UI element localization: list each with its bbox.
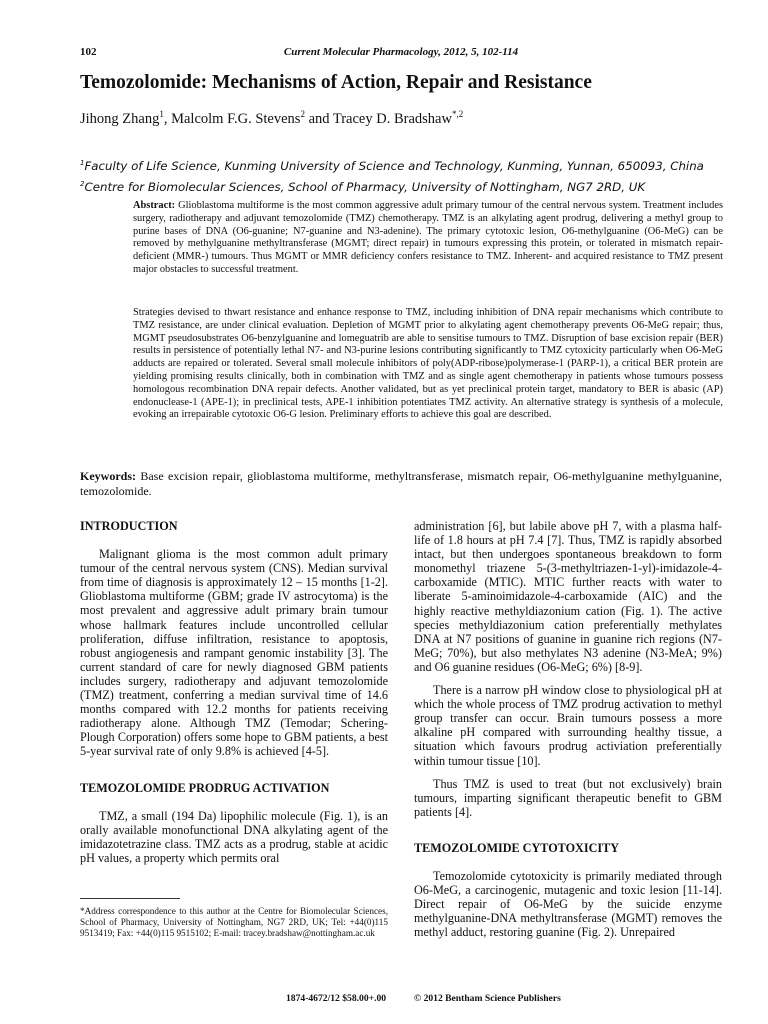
author-affiliation-mark: 2	[300, 109, 305, 119]
introduction-paragraph: Malignant glioma is the most common adult primary tumour of the central nervous system (CNS). Median survival from time of diagnosis is approximately 12 – 15 months [1-2]. Glioblastoma multiforme (GBM; grade IV astrocytoma) is the most prevalent and aggressive adult primary brain tumour whose hallmark features include uncontrolled cellular proliferation, diffuse infiltration, resistance to apoptosis, robust angiogenesis and rampant genomic instability [3]. The current standard of care for newly diagnosed GBM patients includes surgery, radiotherapy and adjuvant temozolomide (TMZ) treatment, conferring a median survival time of 14.6 months compared with 12.2 months for patients receiving radiotherapy alone. Although TMZ (Temodar; Schering-Plough Corporation) offers some hope to GBM patients, a best 5-year survival rate of only 9.8% is achieved [4-5].	[80, 547, 388, 759]
keywords-text: Base excision repair, glioblastoma multiforme, methyltransferase, mismatch repair, O6-methylguanine methylguanine, temozolomide.	[80, 469, 722, 498]
author-name: Jihong Zhang	[80, 110, 160, 127]
issn-price: 1874-4672/12 $58.00+.00	[286, 993, 387, 1004]
author-affiliation-mark: *,2	[451, 109, 464, 119]
affiliation-mark: 2	[80, 180, 85, 189]
copyright-notice: © 2012 Bentham Science Publishers	[414, 993, 561, 1004]
body-paragraph: Thus TMZ is used to treat (but not exclusively) brain tumours, imparting significant therapeutic benefit to GBM patients [4].	[414, 776, 722, 819]
footnote-divider	[80, 898, 180, 899]
section-heading-cytotoxicity: TEMOZOLOMIDE CYTOTOXICITY	[414, 840, 620, 855]
prodrug-paragraph: TMZ, a small (194 Da) lipophilic molecule (Fig. 1), is an orally available monofunctional DNA alkylating agent of the imidazotetrazine class. TMZ acts as a prodrug, stable at acidic pH values, a property which permits oral	[80, 808, 388, 865]
author-name: , Malcolm F.G. Stevens	[163, 110, 301, 127]
article-title: Temozolomide: Mechanisms of Action, Repair and Resistance	[80, 72, 592, 93]
left-column	[80, 519, 388, 865]
keywords	[80, 469, 722, 499]
abstract-text: Glioblastoma multiforme is the most common aggressive adult primary tumour of the central nervous system. Treatment includes surgery, radiotherapy and adjuvant temozolomide (TMZ) chemotherapy. TMZ is an alkylating agent prodrug, delivering a methyl group to purine bases of DNA (O6-guanine; N7-guanine and N3-adenine). The primary cytotoxic lesion, O6-methylguanine (O6-MeG) can be removed by methylguanine methyltransferase (MGMT; direct repair) in tumours expressing this protein, or tolerated in mismatch repair-deficient (MMR-) tumours. Thus MGMT or MMR deficiency confers resistance to TMZ. Inherent- and acquired resistance to TMZ present major obstacles to successful treatment.	[133, 200, 723, 275]
journal-citation: Current Molecular Pharmacology, 2012, 5, 102-114	[283, 46, 519, 58]
affiliation-1	[80, 159, 704, 173]
author-list	[80, 109, 463, 128]
journal-header	[80, 46, 722, 58]
body-paragraph: There is a narrow pH window close to physiological pH at which the whole process of TMZ prodrug activation to methyl group transfer can occur. Brain tumours possess a more alkaline pH compared with surrounding healthy tissue, a situation which favours prodrug activiation preferentially within tumour tissue [10].	[414, 683, 722, 768]
author-name: and Tracey D. Bradshaw	[304, 110, 452, 127]
affiliation-mark: 1	[80, 159, 85, 168]
affiliation-2	[80, 180, 645, 194]
body-paragraph: administration [6], but labile above pH 7, with a plasma half-life of 1.8 hours at pH 7.4 [7]. Thus, TMZ is rapidly absorbed intact, but then undergoes spontaneous breakdown to form monomethyl triazene 5-(3-methyltriazen-1-yl)-imidazole-4-carboxamide (MTIC). MTIC further reacts with water to liberate 5-aminoimidazole-4-carboxamide (AIC) and the highly reactive methyldiazonium cation (Fig. 1). The active species methyldiazonium cation preferentially methylates DNA at N7 positions of guanine in guanine rich regions (N7-MeG; 70%), but also methylates N3 adenine (N3-MeA; 9%) and O6 guanine residues (O6-MeG; 6%) [8-9].	[414, 519, 722, 674]
cytotoxicity-paragraph: Temozolomide cytotoxicity is primarily mediated through O6-MeG, a carcinogenic, mutagenic and toxic lesion [11-14]. Direct repair of O6-MeG by the suicide enzyme methylguanine-DNA methyltransferase (MGMT) removes the methyl adduct, restoring guanine (Fig. 2). Unrepaired	[414, 868, 722, 940]
section-heading-introduction: INTRODUCTION	[80, 519, 178, 533]
affiliation-text: Centre for Biomolecular Sciences, School of Pharmacy, University of Nottingham, NG7 2RD, UK	[84, 180, 646, 194]
correspondence-footnote: *Address correspondence to this author at the Centre for Biomolecular Sciences, School of Pharmacy, University of Nottingham, NG7 2RD, UK; Tel: +44(0)115 9513419; Fax: +44(0)115 9515102; E-mail: tracey.bradshaw@nottingham.ac.uk	[80, 906, 388, 939]
affiliation-text: Faculty of Life Science, Kunming University of Science and Technology, Kunming, Yunnan, 650093, China	[84, 159, 704, 173]
right-column	[414, 519, 722, 939]
page-number: 102	[80, 46, 97, 58]
keywords-label: Keywords:	[80, 469, 136, 483]
abstract-paragraph-2: Strategies devised to thwart resistance and enhance response to TMZ, including inhibition of DNA repair mechanisms which contribute to TMZ resistance, are under clinical evaluation. Depletion of MGMT prior to alkylating agent chemotherapy prevents O6-MeG repair; thus, MGMT pseudosubstrates O6-benzylguanine and lomeguatrib are able to sensitise tumours to TMZ. Disruption of base excision repair (BER) results in persistence of potentially lethal N7- and N3-purine lesions contributing significantly to TMZ cytoxicity particularly when O6-MeG adducts are repaired or tolerated. Several small molecule inhibitors of poly(ADP-ribose)polymerase-1 (PARP-1), a critical BER protein are yielding promising results clinically, both in combination with TMZ and as single agent chemotherapy in patients whose tumours possess homologous recombination DNA repair defects. Another validated, but as yet preclinical protein target, mandatory to BER is abasic (AP) endonuclease-1 (APE-1); in preclinical tests, APE-1 inhibition potentiates TMZ activity. An alternative strategy is synthesis of a molecule, evoking an irrepairable cytotoxic O6-G lesion. Preliminary efforts to achieve this goal are described.	[133, 307, 723, 421]
section-heading-prodrug-activation: TEMOZOLOMIDE PRODRUG ACTIVATION	[80, 780, 330, 795]
abstract-paragraph-1	[133, 200, 723, 277]
author-affiliation-mark: 1	[159, 109, 164, 119]
abstract-label: Abstract:	[133, 200, 176, 211]
